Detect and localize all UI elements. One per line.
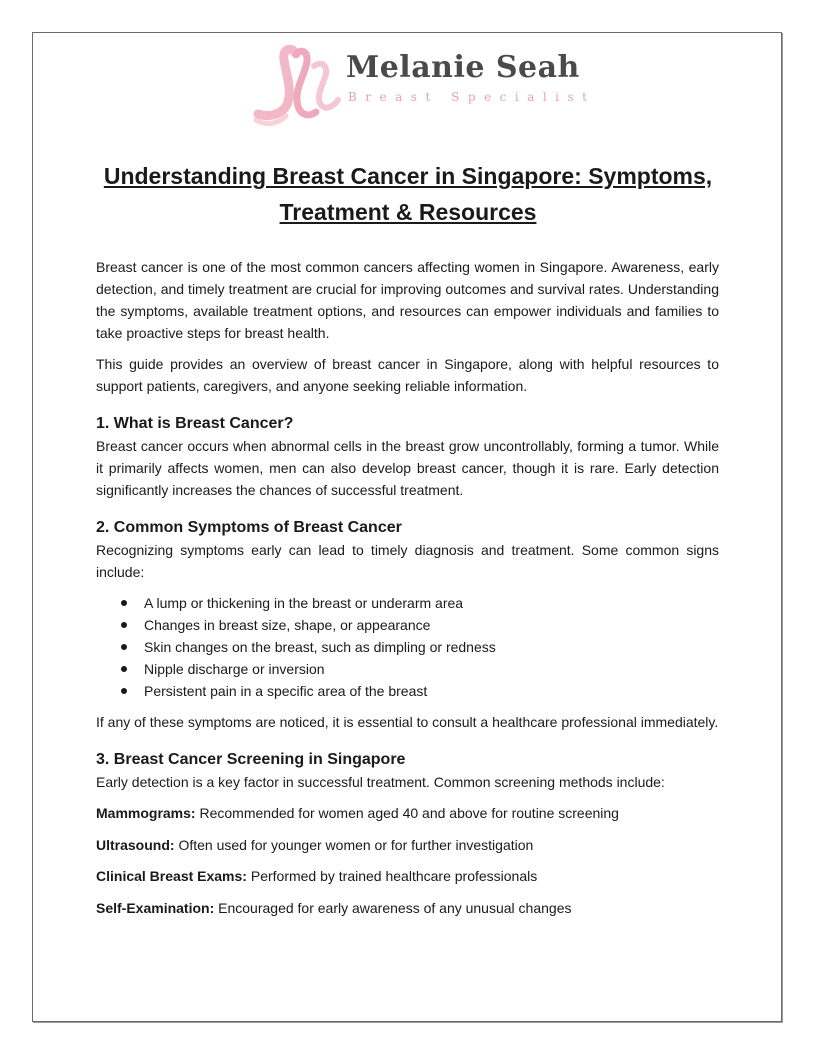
- method-description: Performed by trained healthcare professionals: [246, 868, 538, 884]
- method-term: Ultrasound:: [96, 836, 175, 853]
- list-item: Nipple discharge or inversion: [144, 658, 719, 680]
- section-paragraph: Breast cancer occurs when abnormal cells in the breast grow uncontrollably, forming a tumor. While it primarily affects women, men can also develop breast cancer, though it is rare. Early detection significantly increases the chances of successful treatment.: [96, 438, 719, 498]
- screening-method: [96, 897, 719, 919]
- brand-tagline: Breast Specialist: [348, 90, 596, 104]
- method-description: Recommended for women aged 40 and above for routine screening: [195, 805, 619, 821]
- method-term: Mammograms:: [96, 805, 196, 821]
- section-heading: 2. Common Symptoms of Breast Cancer: [96, 519, 402, 536]
- page-title: Understanding Breast Cancer in Singapore: Symptoms, Treatment & Resources: [103, 163, 713, 225]
- section-heading: 1. What is Breast Cancer?: [96, 415, 294, 432]
- method-term: Self-Examination:: [96, 899, 215, 916]
- section-paragraph: Recognizing symptoms early can lead to timely diagnosis and treatment. Some common signs include:: [96, 542, 719, 580]
- section-paragraph: Early detection is a key factor in successful treatment. Common screening methods include:: [96, 774, 665, 790]
- list-item: Skin changes on the breast, such as dimpling or redness: [144, 636, 719, 658]
- brand-name: Melanie Seah: [346, 50, 580, 85]
- section-heading: 3. Breast Cancer Screening in Singapore: [96, 751, 406, 768]
- method-description: Often used for younger women or for further investigation: [174, 836, 534, 853]
- intro-paragraph: Breast cancer is one of the most common cancers affecting women in Singapore. Awareness, early detection, and timely treatment are crucial for improving outcomes and survival rates. Understanding the symptoms, available treatment options, and resources can empower individuals and families to take proactive steps for breast health.: [96, 259, 719, 341]
- method-term: Clinical Breast Exams:: [96, 868, 247, 884]
- section-paragraph: If any of these symptoms are noticed, it is essential to consult a healthcare professional immediately.: [96, 714, 719, 730]
- document-body: [96, 256, 719, 928]
- screening-method: [96, 834, 719, 856]
- list-item: Persistent pain in a specific area of the breast: [144, 680, 719, 702]
- screening-method: [96, 802, 719, 824]
- logo: [252, 44, 596, 128]
- list-item: A lump or thickening in the breast or underarm area: [144, 592, 719, 614]
- list-item: Changes in breast size, shape, or appearance: [144, 614, 719, 636]
- pink-ribbon-icon: [252, 44, 342, 128]
- symptom-list: [96, 592, 719, 702]
- screening-method: [96, 865, 719, 887]
- intro-paragraph: This guide provides an overview of breast cancer in Singapore, along with helpful resources to support patients, caregivers, and anyone seeking reliable information.: [96, 356, 719, 394]
- method-description: Encouraged for early awareness of any unusual changes: [214, 899, 572, 916]
